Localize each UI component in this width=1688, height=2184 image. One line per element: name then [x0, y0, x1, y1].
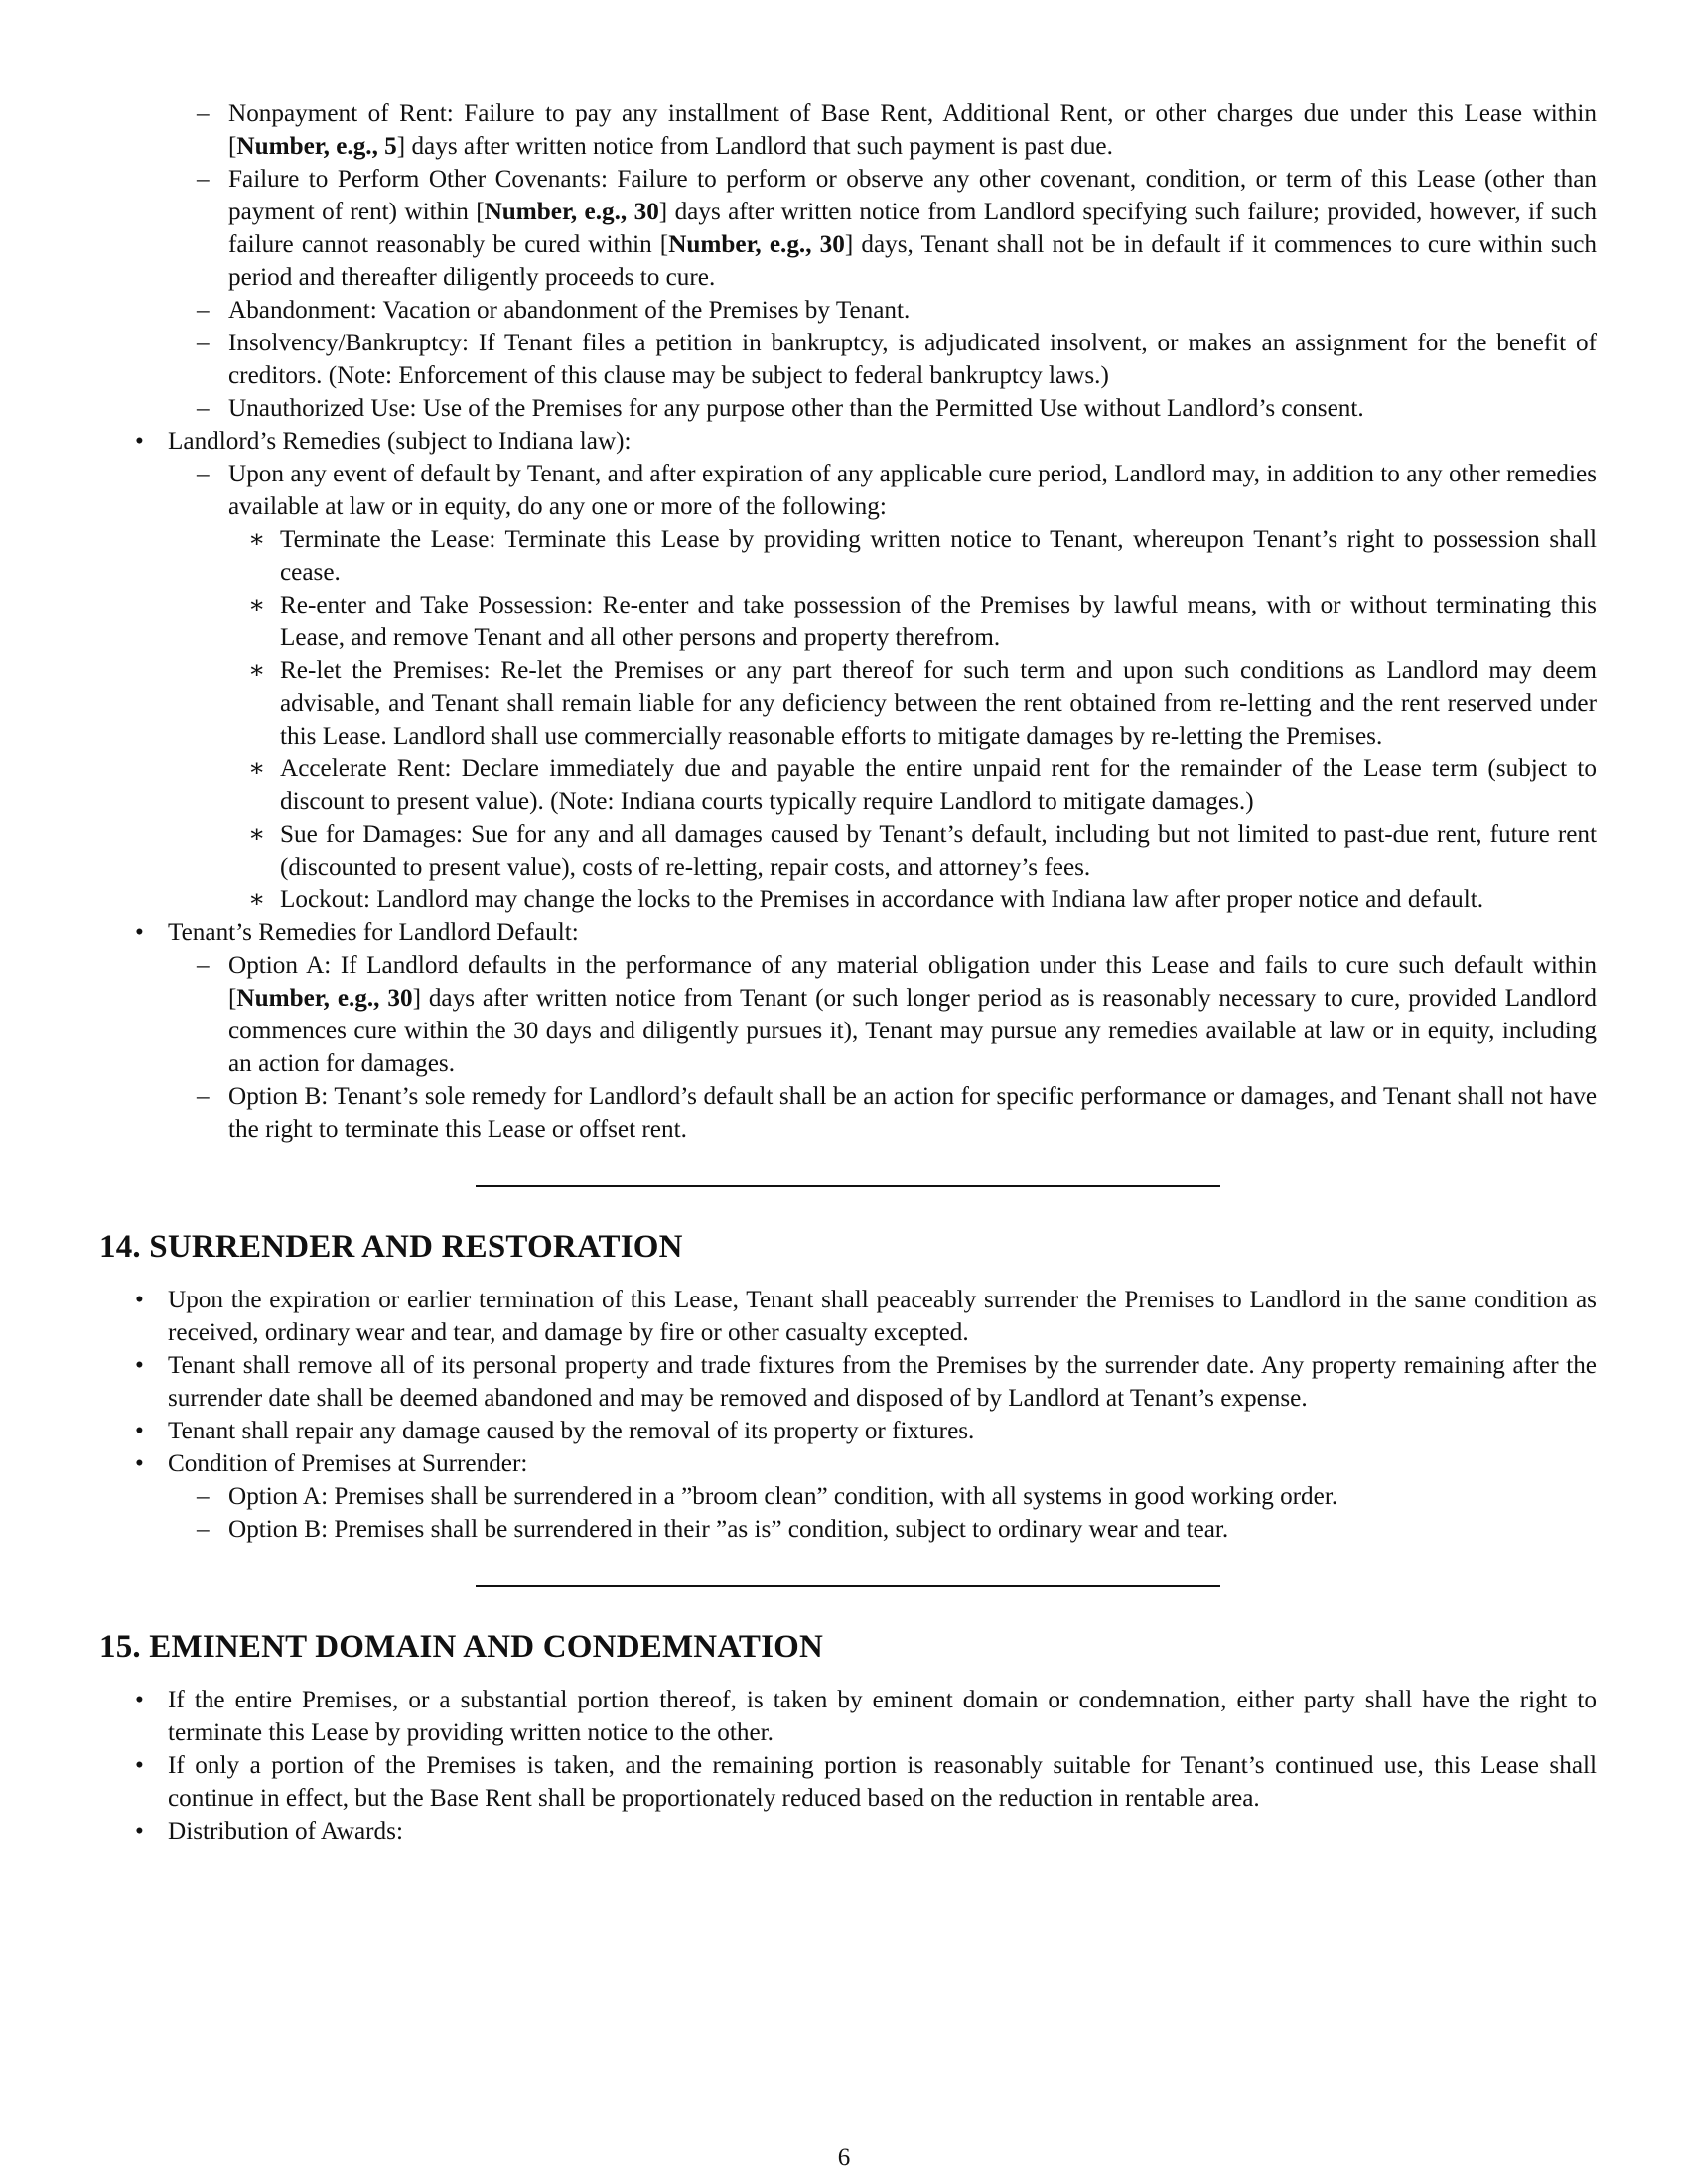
list-item: • Upon the expiration or earlier termination of this Lease, Tenant shall peaceably surrender the Premises to Landlord in the same condition as received, ordinary wear and tear, and damage by fire or other casualty excepted. [135, 1287, 1597, 1346]
list-item-remedies-intro: – Upon any event of default by Tenant, and after expiration of any applicable cure period, Landlord may, in addition to any other remedies available at law or in equity, do any one or more of the following: [197, 461, 1597, 520]
list-item: ∗ Accelerate Rent: Declare immediately due and payable the entire unpaid rent for the remainder of the Lease term (subject to discount to present value). (Note: Indiana courts typically require Landlord to mitigate damages.) [248, 755, 1597, 815]
list-item: ∗ Re-let the Premises: Re-let the Premises or any part thereof for such term and upon such conditions as Landlord may deem advisable, and Tenant shall remain liable for any deficiency between the rent obtained from re-letting and the rent reserved under this Lease. Landlord shall use commercially reasonable efforts to mitigate damages by re-letting the Premises. [248, 657, 1597, 750]
section-heading-15: 15. EMINENT DOMAIN AND CONDEMNATION [99, 1629, 824, 1665]
list-item: • Tenant shall remove all of its personal property and trade fixtures from the Premises by the surrender date. Any property remaining after the surrender date shall be deemed abandoned and may be removed and disposed of by Landlord at Tenant’s expense. [135, 1352, 1597, 1412]
remedies-list [99, 425, 1597, 458]
list-item-tenant-remedies: • Tenant’s Remedies for Landlord Default: [135, 919, 579, 946]
section15-list [99, 1684, 1597, 1847]
list-item: • If the entire Premises, or a substantial portion thereof, is taken by eminent domain or condemnation, either party shall have the right to terminate this Lease by providing written notice to the other. [135, 1687, 1597, 1746]
list-item-nonpayment: – Nonpayment of Rent: Failure to pay any installment of Base Rent, Additional Rent, or other charges due under this Lease within [Number, e.g., 5] days after written notice from Landlord that such payment is past due. [197, 100, 1597, 160]
list-item-option-a: – Option A: If Landlord defaults in the performance of any material obligation under this Lease and fails to cure such default within [Number, e.g., 30] days after written notice from Tenant (or such longer period as is reasonably necessary to cure, provided Landlord commences cure within the 30 days and diligently pursues it), Tenant may pursue any remedies available at law or in equity, including an action for damages. [197, 952, 1597, 1077]
section-divider [476, 1585, 1220, 1587]
list-item-other-covenants: – Failure to Perform Other Covenants: Failure to perform or observe any other covenant, condition, or term of this Lease (other than payment of rent) within [Number, e.g., 30] days after written notice from Landlord specifying such failure; provided, however, if such failure cannot reasonably be cured within [Number, e.g., 30] days, Tenant shall not be in default if it commences to cure within such period and thereafter diligently proceeds to cure. [197, 166, 1597, 291]
list-item: • Tenant shall repair any damage caused by the removal of its property or fixtures. [135, 1418, 975, 1444]
section14-options [99, 1480, 1597, 1546]
list-item: ∗ Terminate the Lease: Terminate this Lease by providing written notice to Tenant, whereupon Tenant’s right to possession shall cease. [248, 526, 1597, 586]
list-item: – Option B: Premises shall be surrendered in their ”as is” condition, subject to ordinary wear and tear. [197, 1516, 1229, 1543]
placeholder-field: Number, e.g., 5 [236, 133, 397, 160]
placeholder-field: Number, e.g., 30 [484, 199, 659, 225]
landlord-remedies-sublist [99, 523, 1597, 916]
section-heading-14: 14. SURRENDER AND RESTORATION [99, 1229, 683, 1265]
list-item: – Option A: Premises shall be surrendered in a ”broom clean” condition, with all systems in good working order. [197, 1483, 1338, 1510]
list-item-insolvency: – Insolvency/Bankruptcy: If Tenant files a petition in bankruptcy, is adjudicated insolvent, or makes an assignment for the benefit of creditors. (Note: Enforcement of this clause may be subject to federal bankruptcy laws.) [197, 330, 1597, 389]
list-item: ∗ Lockout: Landlord may change the locks to the Premises in accordance with Indiana law after proper notice and default. [248, 887, 1484, 913]
default-events-list [99, 97, 1597, 425]
page-number: 6 [837, 2144, 851, 2171]
list-item: • If only a portion of the Premises is taken, and the remaining portion is reasonably suitable for Tenant’s continued use, this Lease shall continue in effect, but the Base Rent shall be proportionately reduced based on the reduction in rentable area. [135, 1752, 1597, 1812]
section-divider [476, 1185, 1220, 1187]
list-item: ∗ Re-enter and Take Possession: Re-enter and take possession of the Premises by lawful means, with or without terminating this Lease, and remove Tenant and all other persons and property therefrom. [248, 592, 1597, 651]
section14-list [99, 1284, 1597, 1480]
list-item: ∗ Sue for Damages: Sue for any and all damages caused by Tenant’s default, including but not limited to past-due rent, future rent (discounted to present value), costs of re-letting, repair costs, and attorney’s fees. [248, 821, 1597, 881]
list-item: • Distribution of Awards: [135, 1818, 403, 1844]
placeholder-field: Number, e.g., 30 [236, 985, 413, 1012]
document-page [99, 97, 1597, 1847]
placeholder-field: Number, e.g., 30 [668, 231, 845, 258]
list-item: • Condition of Premises at Surrender: [135, 1450, 528, 1477]
list-item-landlord-remedies: • Landlord’s Remedies (subject to Indiana law): [135, 428, 632, 455]
list-item-option-b: – Option B: Tenant’s sole remedy for Landlord’s default shall be an action for specific performance or damages, and Tenant shall not have the right to terminate this Lease or offset rent. [197, 1083, 1597, 1143]
list-item-abandonment: – Abandonment: Vacation or abandonment of the Premises by Tenant. [197, 297, 911, 324]
list-item-unauthorized-use: – Unauthorized Use: Use of the Premises for any purpose other than the Permitted Use without Landlord’s consent. [197, 395, 1364, 422]
